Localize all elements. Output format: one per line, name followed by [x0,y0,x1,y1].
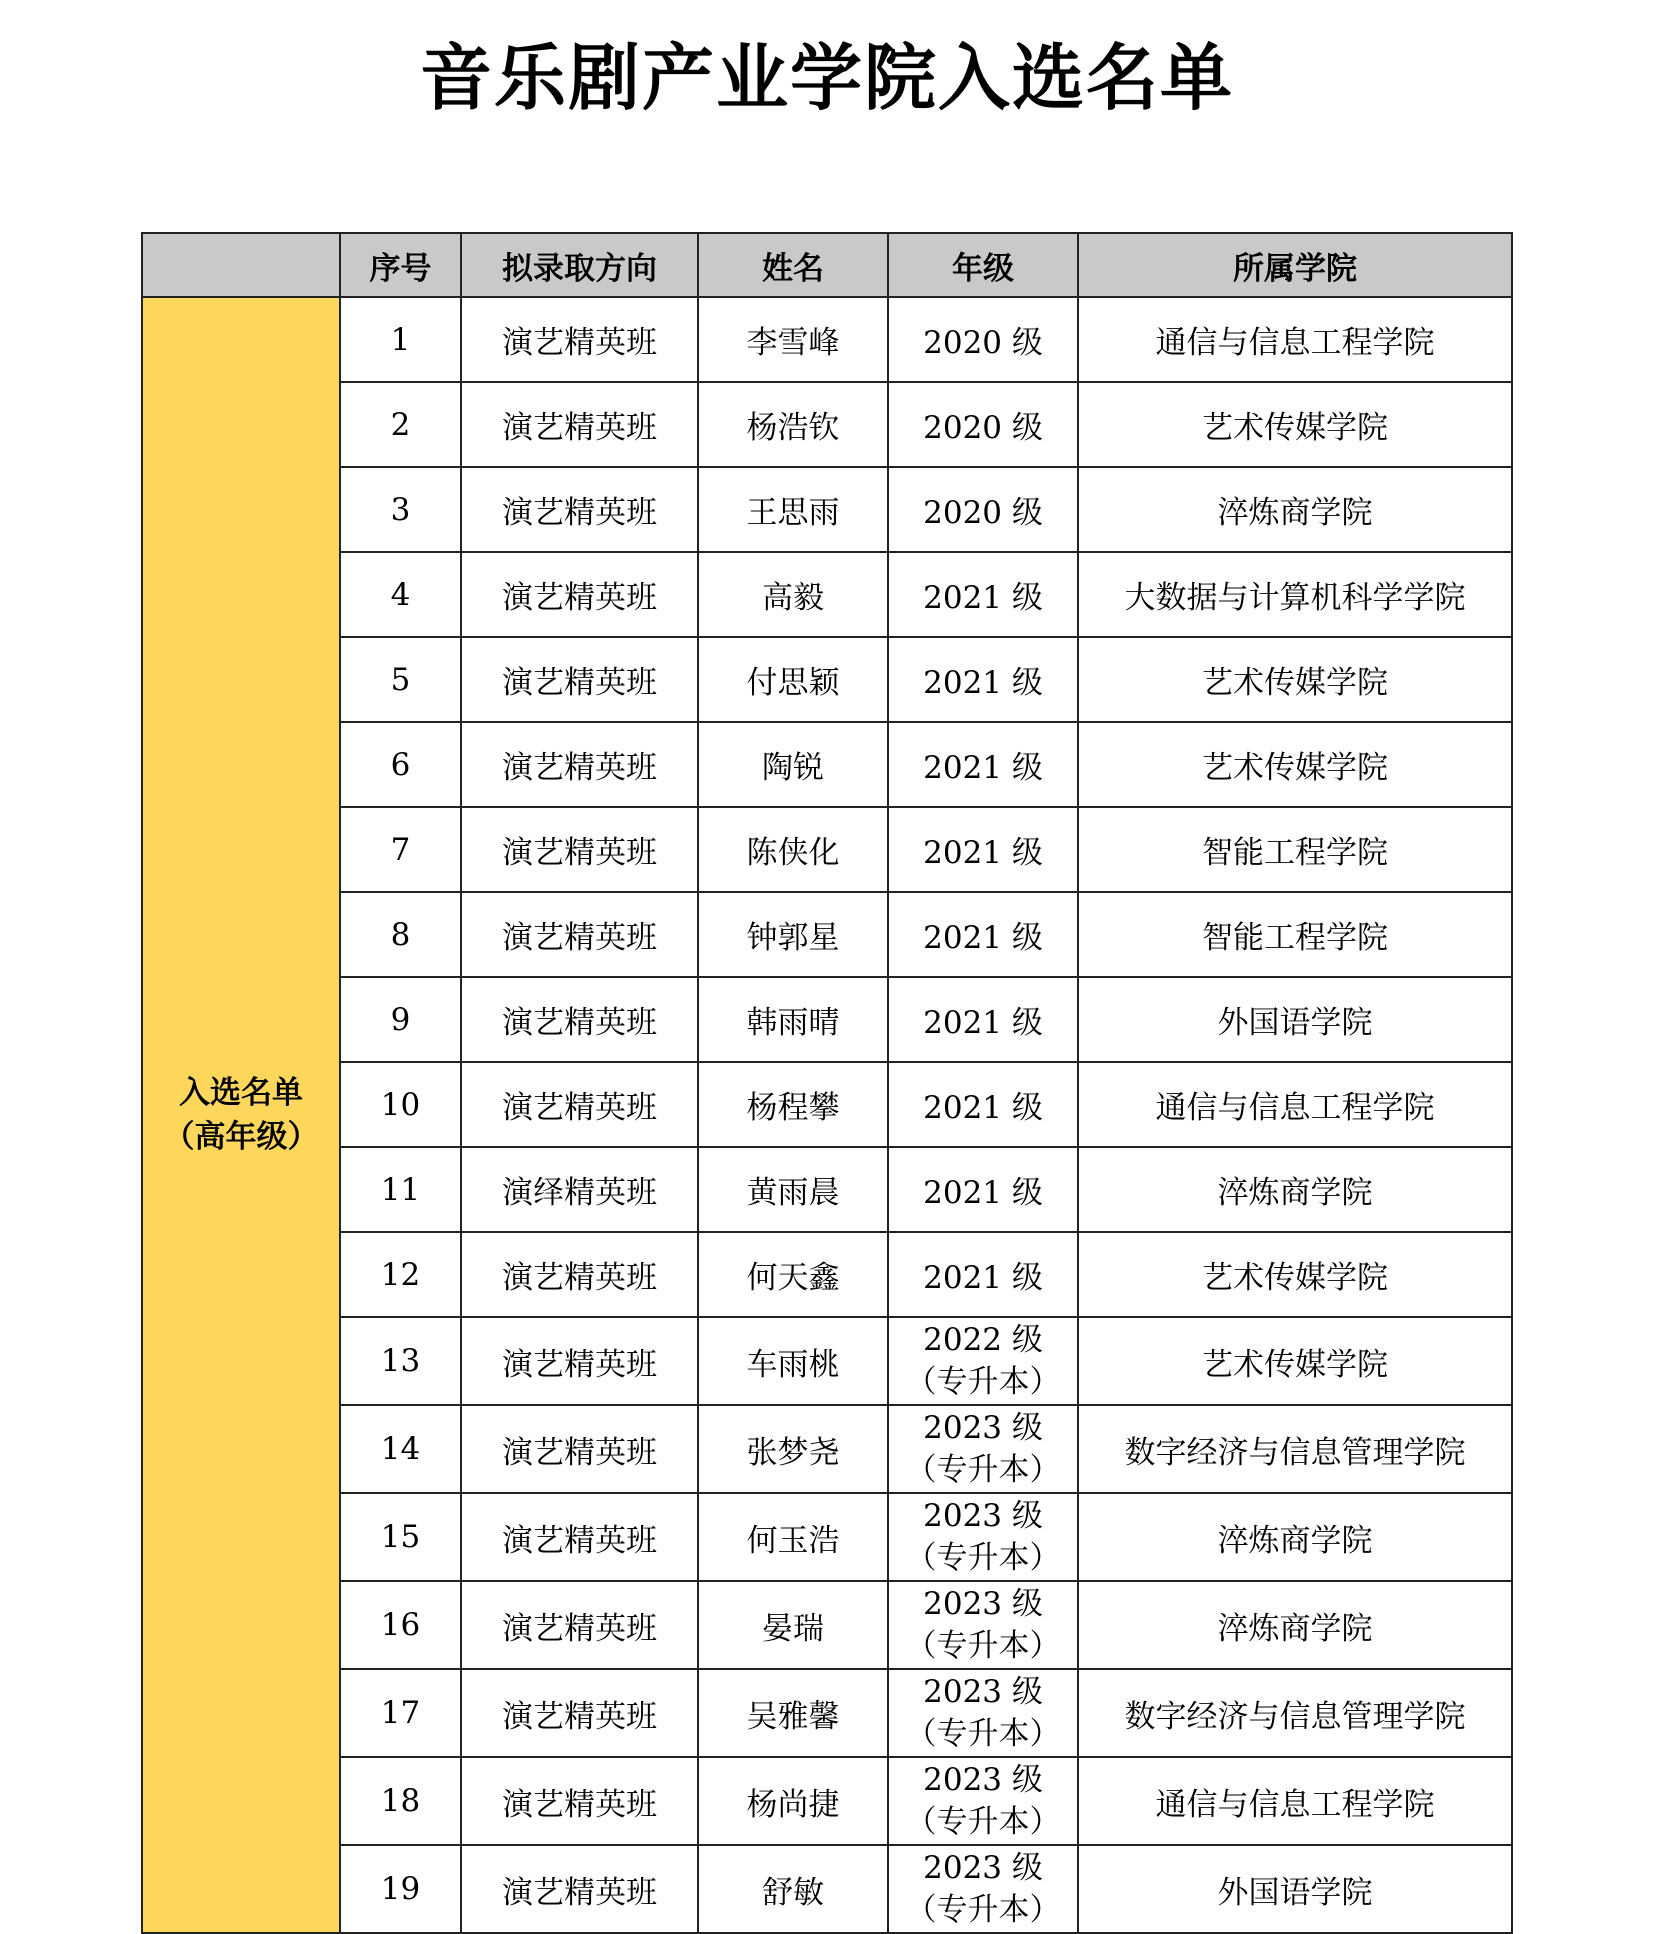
cell-grade-year: 2023 级 [923,1410,1043,1446]
cell-direction: 演艺精英班 [461,722,698,807]
cell-direction: 演艺精英班 [461,467,698,552]
side-label-line1: 入选名单 [179,1075,303,1111]
cell-direction: 演艺精英班 [461,382,698,467]
cell-direction: 演艺精英班 [461,1062,698,1147]
cell-no: 10 [340,1062,461,1147]
cell-grade: 2021 级 [888,1147,1078,1232]
cell-direction: 演艺精英班 [461,297,698,382]
cell-no: 15 [340,1493,461,1581]
cell-no: 11 [340,1147,461,1232]
cell-direction: 演艺精英班 [461,1845,698,1933]
table-row [142,1581,1512,1669]
table-row [142,1845,1512,1933]
cell-college: 通信与信息工程学院 [1078,1757,1512,1845]
cell-grade: 2020 级 [888,382,1078,467]
cell-name: 张梦尧 [698,1405,888,1493]
header-no: 序号 [340,233,461,297]
cell-no: 8 [340,892,461,977]
cell-no: 9 [340,977,461,1062]
cell-college: 淬炼商学院 [1078,1147,1512,1232]
cell-direction: 演艺精英班 [461,1232,698,1317]
cell-college: 淬炼商学院 [1078,1581,1512,1669]
header-college: 所属学院 [1078,233,1512,297]
cell-college: 艺术传媒学院 [1078,1317,1512,1405]
cell-name: 何天鑫 [698,1232,888,1317]
cell-college: 数字经济与信息管理学院 [1078,1669,1512,1757]
cell-name: 李雪峰 [698,297,888,382]
cell-name: 杨程攀 [698,1062,888,1147]
cell-no: 6 [340,722,461,807]
cell-grade-year: 2022 级 [923,1322,1043,1358]
cell-no: 17 [340,1669,461,1757]
cell-grade: 2021 级 [888,977,1078,1062]
cell-grade-year: 2023 级 [923,1762,1043,1798]
cell-grade-note: （专升本） [905,1540,1061,1576]
cell-no: 2 [340,382,461,467]
cell-direction: 演艺精英班 [461,1757,698,1845]
table-row [142,1757,1512,1845]
cell-grade [888,1845,1078,1933]
cell-grade-year: 2023 级 [923,1674,1043,1710]
header-name: 姓名 [698,233,888,297]
cell-grade-note: （专升本） [905,1804,1061,1840]
cell-grade-note: （专升本） [905,1892,1061,1928]
cell-direction: 演艺精英班 [461,892,698,977]
cell-grade-year: 2023 级 [923,1498,1043,1534]
table-row [142,382,1512,467]
cell-grade [888,1493,1078,1581]
selection-table [141,232,1513,1934]
cell-grade-note: （专升本） [905,1364,1061,1400]
table-row [142,1669,1512,1757]
table-row [142,1493,1512,1581]
cell-direction: 演艺精英班 [461,637,698,722]
cell-college: 外国语学院 [1078,1845,1512,1933]
table-row [142,637,1512,722]
cell-name: 韩雨晴 [698,977,888,1062]
cell-name: 车雨桃 [698,1317,888,1405]
cell-grade [888,1669,1078,1757]
cell-no: 1 [340,297,461,382]
cell-no: 16 [340,1581,461,1669]
cell-direction: 演艺精英班 [461,977,698,1062]
cell-name: 杨浩钦 [698,382,888,467]
cell-grade: 2021 级 [888,1232,1078,1317]
cell-direction: 演艺精英班 [461,1581,698,1669]
cell-college: 数字经济与信息管理学院 [1078,1405,1512,1493]
header-direction: 拟录取方向 [461,233,698,297]
cell-direction: 演艺精英班 [461,1405,698,1493]
table-row [142,977,1512,1062]
cell-college: 智能工程学院 [1078,807,1512,892]
cell-grade-note: （专升本） [905,1452,1061,1488]
cell-name: 吴雅馨 [698,1669,888,1757]
side-label-cell [142,297,340,1933]
cell-name: 陶锐 [698,722,888,807]
cell-college: 通信与信息工程学院 [1078,1062,1512,1147]
cell-no: 19 [340,1845,461,1933]
cell-direction: 演艺精英班 [461,807,698,892]
cell-no: 7 [340,807,461,892]
table-row [142,1232,1512,1317]
table-row [142,807,1512,892]
table-row [142,1147,1512,1232]
cell-grade-note: （专升本） [905,1628,1061,1664]
table-row [142,467,1512,552]
table-row [142,552,1512,637]
table-row [142,1405,1512,1493]
header-grade: 年级 [888,233,1078,297]
cell-name: 杨尚捷 [698,1757,888,1845]
side-label-line2: （高年级） [163,1119,319,1155]
cell-grade: 2021 级 [888,892,1078,977]
cell-grade: 2021 级 [888,722,1078,807]
cell-grade-year: 2023 级 [923,1850,1043,1886]
cell-college: 艺术传媒学院 [1078,722,1512,807]
cell-direction: 演艺精英班 [461,1317,698,1405]
cell-college: 外国语学院 [1078,977,1512,1062]
cell-grade: 2020 级 [888,467,1078,552]
cell-grade [888,1317,1078,1405]
cell-name: 高毅 [698,552,888,637]
cell-grade: 2021 级 [888,637,1078,722]
cell-direction: 演绎精英班 [461,1147,698,1232]
cell-no: 3 [340,467,461,552]
page-title: 音乐剧产业学院入选名单 [419,36,1234,120]
cell-name: 舒敏 [698,1845,888,1933]
cell-no: 18 [340,1757,461,1845]
table-row [142,1317,1512,1405]
cell-grade: 2021 级 [888,807,1078,892]
side-header-cell [142,233,340,297]
cell-college: 通信与信息工程学院 [1078,297,1512,382]
cell-name: 晏瑞 [698,1581,888,1669]
cell-grade-year: 2023 级 [923,1586,1043,1622]
cell-college: 智能工程学院 [1078,892,1512,977]
cell-no: 4 [340,552,461,637]
cell-college: 艺术传媒学院 [1078,637,1512,722]
cell-grade: 2020 级 [888,297,1078,382]
table-row [142,722,1512,807]
cell-name: 王思雨 [698,467,888,552]
cell-name: 何玉浩 [698,1493,888,1581]
cell-no: 12 [340,1232,461,1317]
cell-no: 14 [340,1405,461,1493]
cell-name: 付思颖 [698,637,888,722]
header-row [142,233,1512,297]
cell-name: 钟郭星 [698,892,888,977]
cell-no: 5 [340,637,461,722]
table-row [142,892,1512,977]
cell-grade [888,1581,1078,1669]
cell-direction: 演艺精英班 [461,1493,698,1581]
table-row [142,1062,1512,1147]
cell-direction: 演艺精英班 [461,552,698,637]
cell-grade: 2021 级 [888,1062,1078,1147]
cell-grade [888,1757,1078,1845]
cell-name: 黄雨晨 [698,1147,888,1232]
cell-grade-note: （专升本） [905,1716,1061,1752]
table-row [142,297,1512,382]
cell-college: 淬炼商学院 [1078,467,1512,552]
cell-college: 艺术传媒学院 [1078,382,1512,467]
cell-name: 陈侠化 [698,807,888,892]
cell-grade: 2021 级 [888,552,1078,637]
cell-college: 淬炼商学院 [1078,1493,1512,1581]
cell-no: 13 [340,1317,461,1405]
cell-grade [888,1405,1078,1493]
cell-direction: 演艺精英班 [461,1669,698,1757]
cell-college: 艺术传媒学院 [1078,1232,1512,1317]
cell-college: 大数据与计算机科学学院 [1078,552,1512,637]
